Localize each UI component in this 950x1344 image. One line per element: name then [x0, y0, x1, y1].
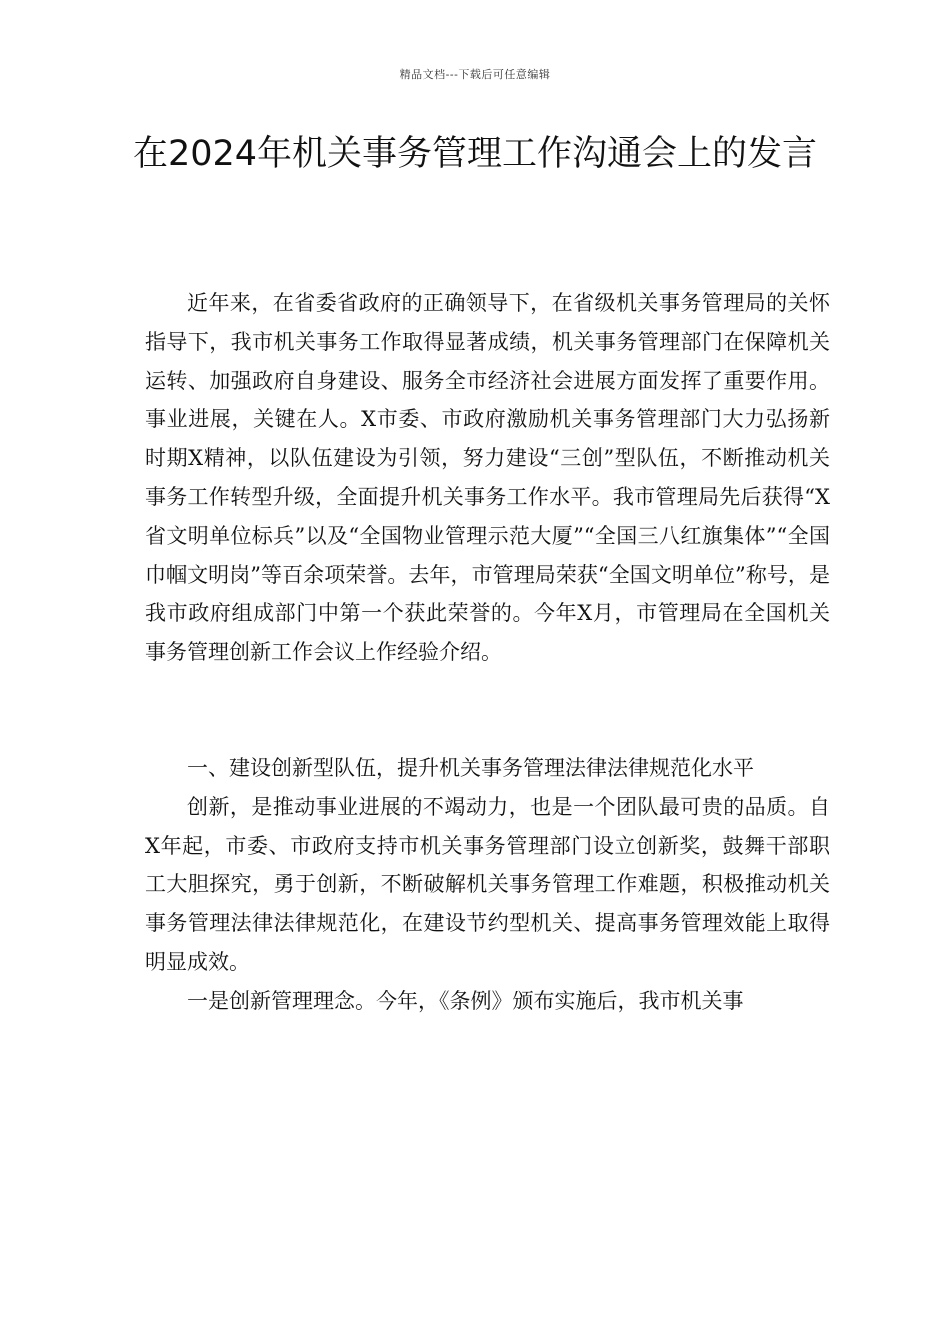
- document-title: 在2024年机关事务管理工作沟通会上的发言: [132, 134, 818, 174]
- subsection-paragraph: 一是创新管理理念。今年，《条例》颁布实施后，我市机关事: [187, 988, 744, 1013]
- section-heading-1: 一、建设创新型队伍，提升机关事务管理法律法律规范化水平: [187, 755, 754, 780]
- section-paragraph: 创新，是推动事业进展的不竭动力，也是一个团队最可贵的品质。自X年起，市委、市政府支持市机关事务管理部门设立创新奖，鼓舞干部职工大胆探究，勇于创新，不断破解机关事务管理工作难题，积极推动机关事务管理法律法律规范化，在建设节约型机关、提高事务管理效能上取得明显成效。: [145, 794, 830, 974]
- header-note: 精品文档---下载后可任意编辑: [399, 68, 551, 81]
- intro-paragraph: 近年来，在省委省政府的正确领导下，在省级机关事务管理局的关怀指导下，我市机关事务工作取得显著成绩，机关事务管理部门在保障机关运转、加强政府自身建设、服务全市经济社会进展方面发挥了重要作用。事业进展，关键在人。X市委、市政府激励机关事务管理部门大力弘扬新时期X精神，以队伍建设为引领，努力建设“三创”型队伍，不断推动机关事务工作转型升级，全面提升机关事务工作水平。我市管理局先后获得“X省文明单位标兵”以及“全国物业管理示范大厦”“全国三八红旗集体”“全国巾帼文明岗”等百余项荣誉。去年，市管理局荣获“全国文明单位”称号，是我市政府组成部门中第一个获此荣誉的。今年X月，市管理局在全国机关事务管理创新工作会议上作经验介绍。: [145, 291, 830, 665]
- document-body: [145, 284, 830, 1021]
